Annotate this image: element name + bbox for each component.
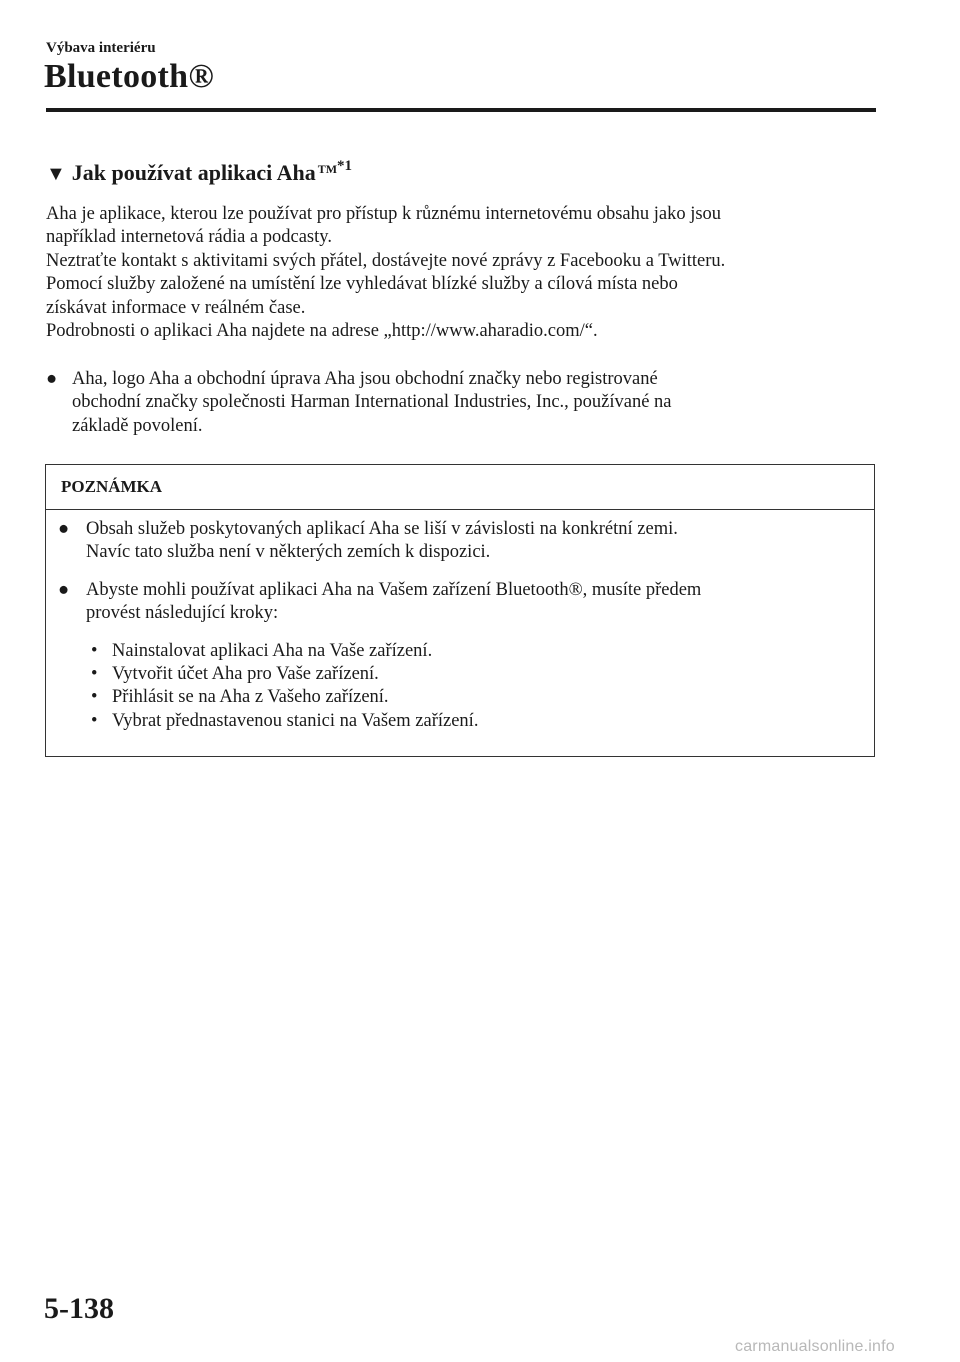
body-line: například internetová rádia a podcasty. <box>46 227 332 248</box>
note-title: POZNÁMKA <box>46 465 874 510</box>
bullet-line: Aha, logo Aha a obchodní úprava Aha jsou obchodní značky nebo registrované <box>72 369 658 389</box>
note-line: Abyste mohli používat aplikaci Aha na Vašem zařízení Bluetooth®, musíte předem <box>86 579 702 600</box>
watermark: carmanualsonline.info <box>735 1338 895 1355</box>
body-line: Pomocí služby založené na umístění lze vyhledávat blízké služby a cílová místa nebo <box>46 274 678 295</box>
step-item <box>86 663 874 686</box>
step-text: Nainstalovat aplikaci Aha na Vaše zařízení. <box>112 640 433 661</box>
step-bullet-icon: • <box>91 710 98 731</box>
footnote-mark: *1 <box>337 158 353 174</box>
steps-list <box>86 640 874 734</box>
note-box <box>45 464 875 757</box>
note-line: provést následující kroky: <box>86 603 279 624</box>
note-line: Navíc tato služba není v některých zemích k dispozici. <box>86 542 491 563</box>
note-item <box>58 579 874 733</box>
body-line: Neztraťte kontakt s aktivitami svých přátel, dostávejte nové zprávy z Facebooku a Twitteru. <box>46 250 726 271</box>
bullet-icon: ● <box>58 579 70 600</box>
body-line: Aha je aplikace, kterou lze používat pro přístup k různému internetovému obsahu jako jsou <box>46 204 722 224</box>
step-item <box>86 686 874 709</box>
note-body <box>46 510 874 733</box>
bullet-line: obchodní značky společnosti Harman International Industries, Inc., používané na <box>72 392 672 413</box>
bullet-icon: ● <box>58 519 70 539</box>
list-item <box>46 368 886 438</box>
note-item <box>58 518 874 565</box>
step-text: Vybrat přednastavenou stanici na Vašem zařízení. <box>112 710 479 731</box>
trademark-mark: TM <box>317 162 338 176</box>
step-bullet-icon: • <box>91 640 98 661</box>
trademark-notice <box>46 368 886 438</box>
step-text: Přihlásit se na Aha z Vašeho zařízení. <box>112 687 389 708</box>
step-text: Vytvořit účet Aha pro Vaše zařízení. <box>112 664 379 685</box>
section-label: Výbava interiéru <box>46 40 156 56</box>
body-line: získávat informace v reálném čase. <box>46 297 306 318</box>
bullet-line: základě povolení. <box>72 415 203 436</box>
header-rule <box>46 108 876 112</box>
heading-text: Jak používat aplikaci Aha <box>71 160 316 185</box>
chapter-title: Bluetooth® <box>44 58 215 95</box>
step-item <box>86 710 874 733</box>
intro-paragraph <box>46 203 886 343</box>
step-bullet-icon: • <box>91 687 98 708</box>
bullet-icon: ● <box>46 369 58 389</box>
page-number: 5-138 <box>44 1292 114 1325</box>
step-bullet-icon: • <box>91 664 98 685</box>
note-line: Obsah služeb poskytovaných aplikací Aha se liší v závislosti na konkrétní zemi. <box>86 519 678 539</box>
section-heading <box>46 158 352 186</box>
triangle-marker-icon: ▼ <box>46 163 66 185</box>
step-item <box>86 640 874 663</box>
body-line: Podrobnosti o aplikaci Aha najdete na adrese „http://www.aharadio.com/“. <box>46 321 598 342</box>
